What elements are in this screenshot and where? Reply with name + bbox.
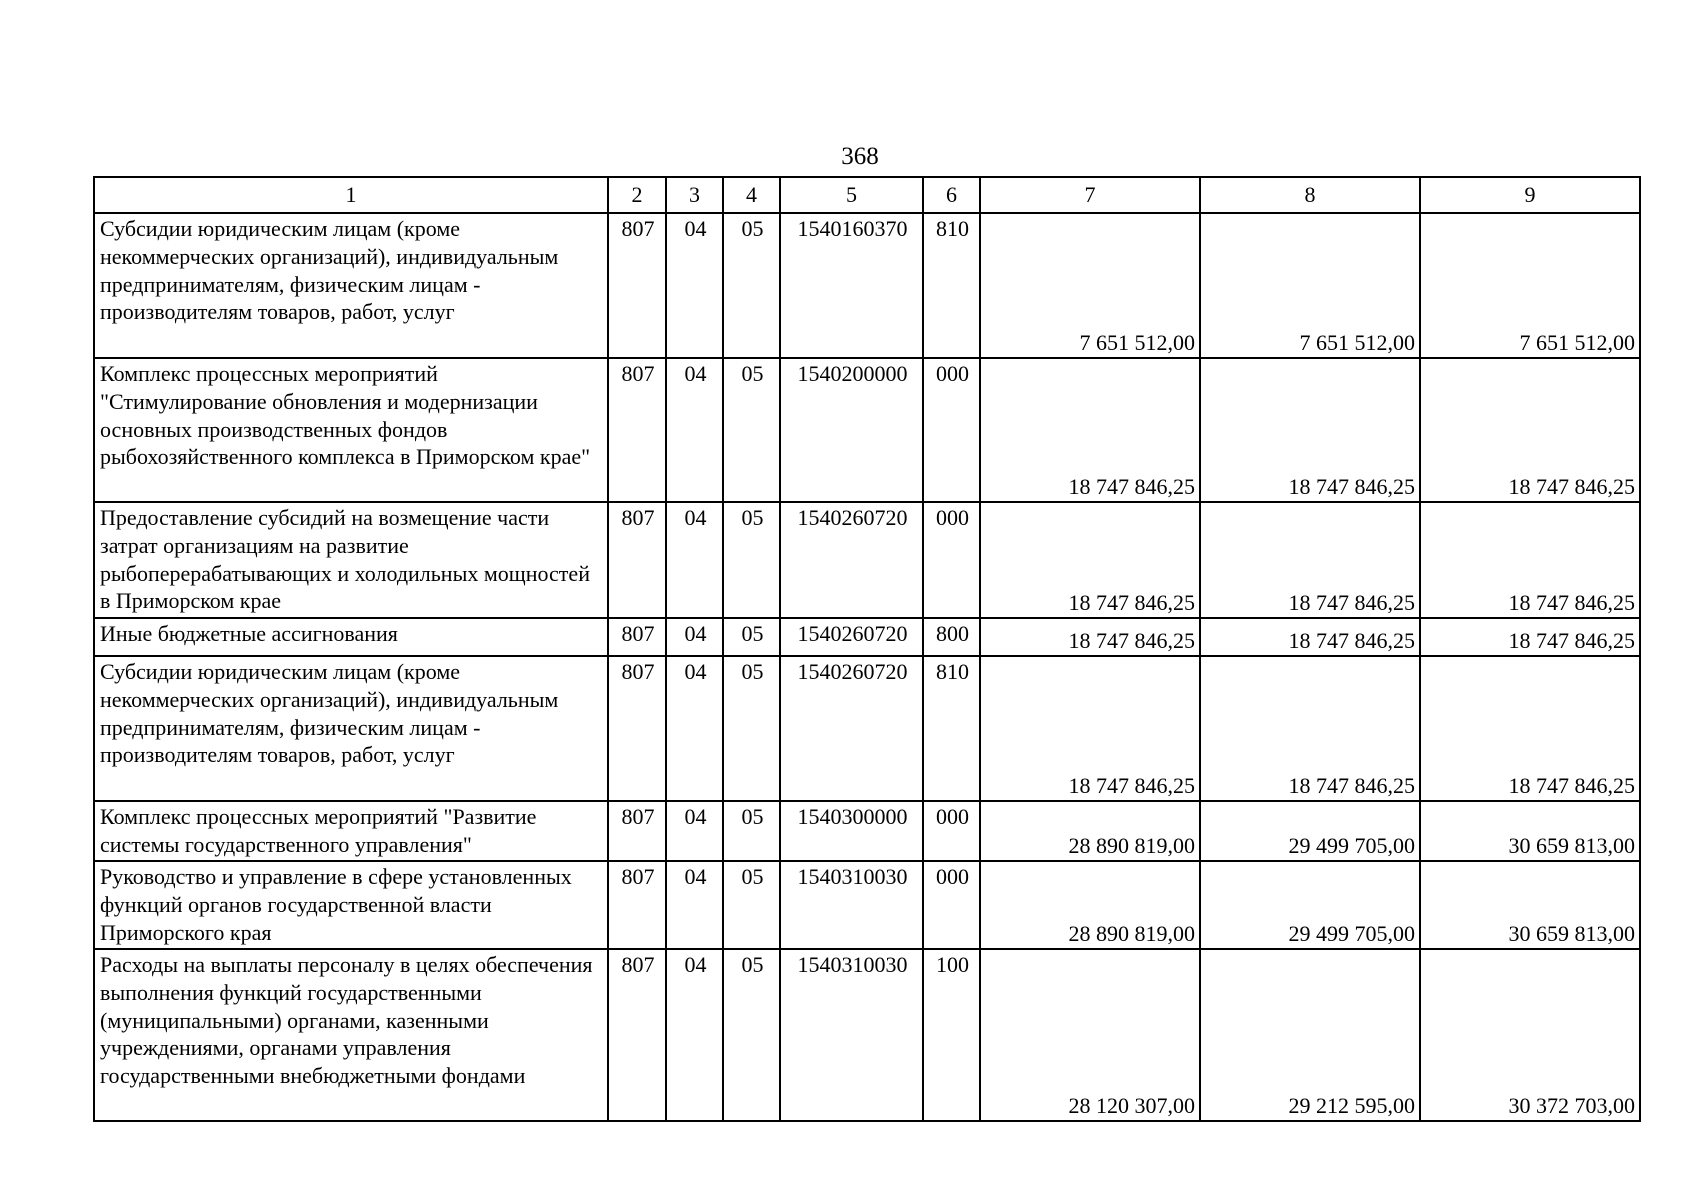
code-razdel: 04 (666, 949, 723, 1121)
code-expense-type: 000 (923, 801, 980, 861)
amount-col8: 18 747 846,25 (1200, 618, 1420, 656)
amount-col7: 18 747 846,25 (980, 502, 1200, 618)
code-razdel: 04 (666, 618, 723, 656)
amount-col8: 29 499 705,00 (1200, 861, 1420, 949)
row-name: Субсидии юридическим лицам (кроме некоммерческих организаций), индивидуальным предпринимателям, физическим лицам - производителям товаров, работ, услуг (94, 656, 608, 801)
code-podrazdel: 05 (723, 213, 780, 358)
code-glava: 807 (608, 502, 666, 618)
column-number: 5 (780, 177, 923, 213)
amount-col9: 18 747 846,25 (1420, 618, 1640, 656)
table-row (94, 861, 1640, 949)
column-number: 3 (666, 177, 723, 213)
column-number: 1 (94, 177, 608, 213)
table-row (94, 801, 1640, 861)
code-expense-type: 810 (923, 656, 980, 801)
code-target-article: 1540160370 (780, 213, 923, 358)
code-razdel: 04 (666, 358, 723, 502)
code-target-article: 1540300000 (780, 801, 923, 861)
row-name: Руководство и управление в сфере установленных функций органов государственной власти Приморского края (94, 861, 608, 949)
amount-col8: 29 499 705,00 (1200, 801, 1420, 861)
code-razdel: 04 (666, 801, 723, 861)
code-target-article: 1540260720 (780, 618, 923, 656)
row-name: Субсидии юридическим лицам (кроме некоммерческих организаций), индивидуальным предпринимателям, физическим лицам - производителям товаров, работ, услуг (94, 213, 608, 358)
code-target-article: 1540310030 (780, 861, 923, 949)
code-target-article: 1540260720 (780, 502, 923, 618)
code-podrazdel: 05 (723, 358, 780, 502)
amount-col8: 7 651 512,00 (1200, 213, 1420, 358)
amount-col9: 18 747 846,25 (1420, 656, 1640, 801)
code-expense-type: 100 (923, 949, 980, 1121)
code-glava: 807 (608, 358, 666, 502)
amount-col8: 18 747 846,25 (1200, 358, 1420, 502)
code-target-article: 1540200000 (780, 358, 923, 502)
column-number: 7 (980, 177, 1200, 213)
code-glava: 807 (608, 801, 666, 861)
code-razdel: 04 (666, 502, 723, 618)
code-podrazdel: 05 (723, 502, 780, 618)
table-row (94, 656, 1640, 801)
code-glava: 807 (608, 656, 666, 801)
amount-col8: 29 212 595,00 (1200, 949, 1420, 1121)
column-number: 6 (923, 177, 980, 213)
code-razdel: 04 (666, 656, 723, 801)
table-row (94, 502, 1640, 618)
code-podrazdel: 05 (723, 861, 780, 949)
code-podrazdel: 05 (723, 801, 780, 861)
amount-col9: 7 651 512,00 (1420, 213, 1640, 358)
code-razdel: 04 (666, 213, 723, 358)
page-number: 368 (841, 143, 879, 170)
column-number: 2 (608, 177, 666, 213)
budget-table (93, 176, 1641, 1122)
amount-col7: 18 747 846,25 (980, 618, 1200, 656)
table-row (94, 618, 1640, 656)
code-glava: 807 (608, 213, 666, 358)
row-name: Предоставление субсидий на возмещение части затрат организациям на развитие рыбоперерабатывающих и холодильных мощностей в Приморском крае (94, 502, 608, 618)
row-name: Комплекс процессных мероприятий "Развитие системы государственного управления" (94, 801, 608, 861)
column-number: 9 (1420, 177, 1640, 213)
amount-col7: 28 890 819,00 (980, 861, 1200, 949)
code-glava: 807 (608, 949, 666, 1121)
amount-col7: 18 747 846,25 (980, 656, 1200, 801)
amount-col9: 18 747 846,25 (1420, 358, 1640, 502)
code-expense-type: 810 (923, 213, 980, 358)
code-expense-type: 000 (923, 861, 980, 949)
code-podrazdel: 05 (723, 618, 780, 656)
amount-col9: 18 747 846,25 (1420, 502, 1640, 618)
amount-col8: 18 747 846,25 (1200, 656, 1420, 801)
amount-col9: 30 659 813,00 (1420, 861, 1640, 949)
amount-col7: 28 120 307,00 (980, 949, 1200, 1121)
amount-col7: 7 651 512,00 (980, 213, 1200, 358)
code-glava: 807 (608, 861, 666, 949)
row-name: Расходы на выплаты персоналу в целях обеспечения выполнения функций государственными (муниципальными) органами, казенными учреждениями, органами управления государственными внебюджетными фондами (94, 949, 608, 1121)
code-podrazdel: 05 (723, 949, 780, 1121)
code-target-article: 1540260720 (780, 656, 923, 801)
row-name: Комплекс процессных мероприятий "Стимулирование обновления и модернизации основных производственных фондов рыбохозяйственного комплекса в Приморском крае" (94, 358, 608, 502)
code-expense-type: 800 (923, 618, 980, 656)
amount-col8: 18 747 846,25 (1200, 502, 1420, 618)
table-row (94, 213, 1640, 358)
amount-col7: 28 890 819,00 (980, 801, 1200, 861)
code-podrazdel: 05 (723, 656, 780, 801)
column-number: 8 (1200, 177, 1420, 213)
code-target-article: 1540310030 (780, 949, 923, 1121)
amount-col9: 30 659 813,00 (1420, 801, 1640, 861)
row-name: Иные бюджетные ассигнования (94, 618, 608, 656)
code-expense-type: 000 (923, 358, 980, 502)
code-razdel: 04 (666, 861, 723, 949)
amount-col9: 30 372 703,00 (1420, 949, 1640, 1121)
column-number: 4 (723, 177, 780, 213)
code-expense-type: 000 (923, 502, 980, 618)
amount-col7: 18 747 846,25 (980, 358, 1200, 502)
code-glava: 807 (608, 618, 666, 656)
table-row (94, 358, 1640, 502)
table-row (94, 949, 1640, 1121)
column-number-row (94, 177, 1640, 213)
